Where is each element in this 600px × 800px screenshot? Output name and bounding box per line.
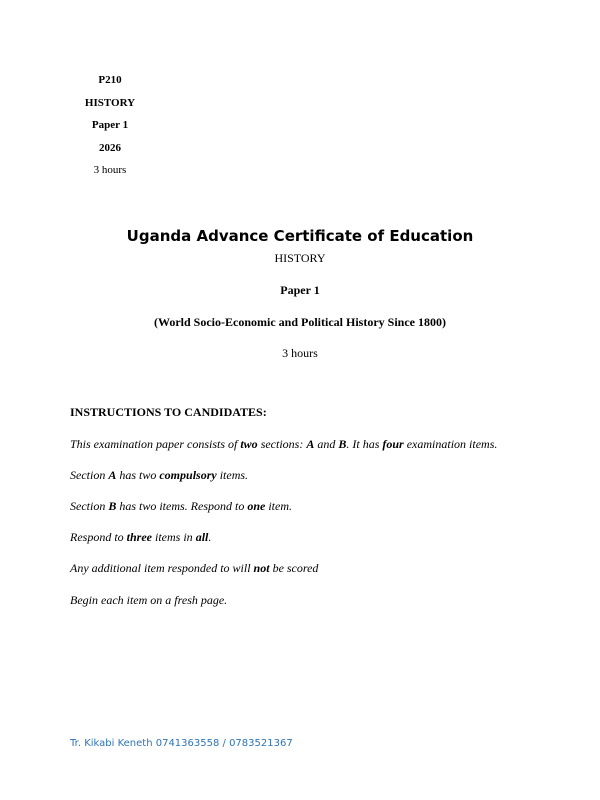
paper-code: P210	[98, 74, 122, 86]
exam-duration: 3 hours	[282, 346, 318, 360]
exam-title: Uganda Advance Certificate of Education	[126, 227, 474, 245]
exam-paper: Paper 1	[280, 283, 320, 297]
paper-year: 2026	[99, 141, 121, 154]
paper-code-block	[70, 74, 150, 187]
exam-subject: HISTORY	[274, 251, 326, 265]
exam-scope: (World Socio-Economic and Political History Since 1800)	[154, 315, 446, 329]
instruction-fresh-page: Begin each item on a fresh page.	[70, 593, 228, 607]
paper-subject: HISTORY	[84, 96, 136, 109]
paper-number: Paper 1	[91, 119, 129, 131]
instruction-section-a: Section A has two compulsory items.	[70, 468, 249, 482]
footer-contact: Tr. Kikabi Keneth 0741363558 / 0783521367	[70, 738, 293, 749]
instruction-total-items: Respond to three items in all.	[70, 530, 212, 544]
instruction-section-b: Section B has two items. Respond to one item.	[70, 499, 293, 513]
instruction-sections: This examination paper consists of two sections: A and B. It has four examination items.	[70, 437, 498, 451]
instruction-additional-items: Any additional item responded to will not be scored	[70, 561, 319, 575]
paper-duration: 3 hours	[93, 164, 127, 176]
instructions-heading: INSTRUCTIONS TO CANDIDATES:	[70, 405, 267, 419]
